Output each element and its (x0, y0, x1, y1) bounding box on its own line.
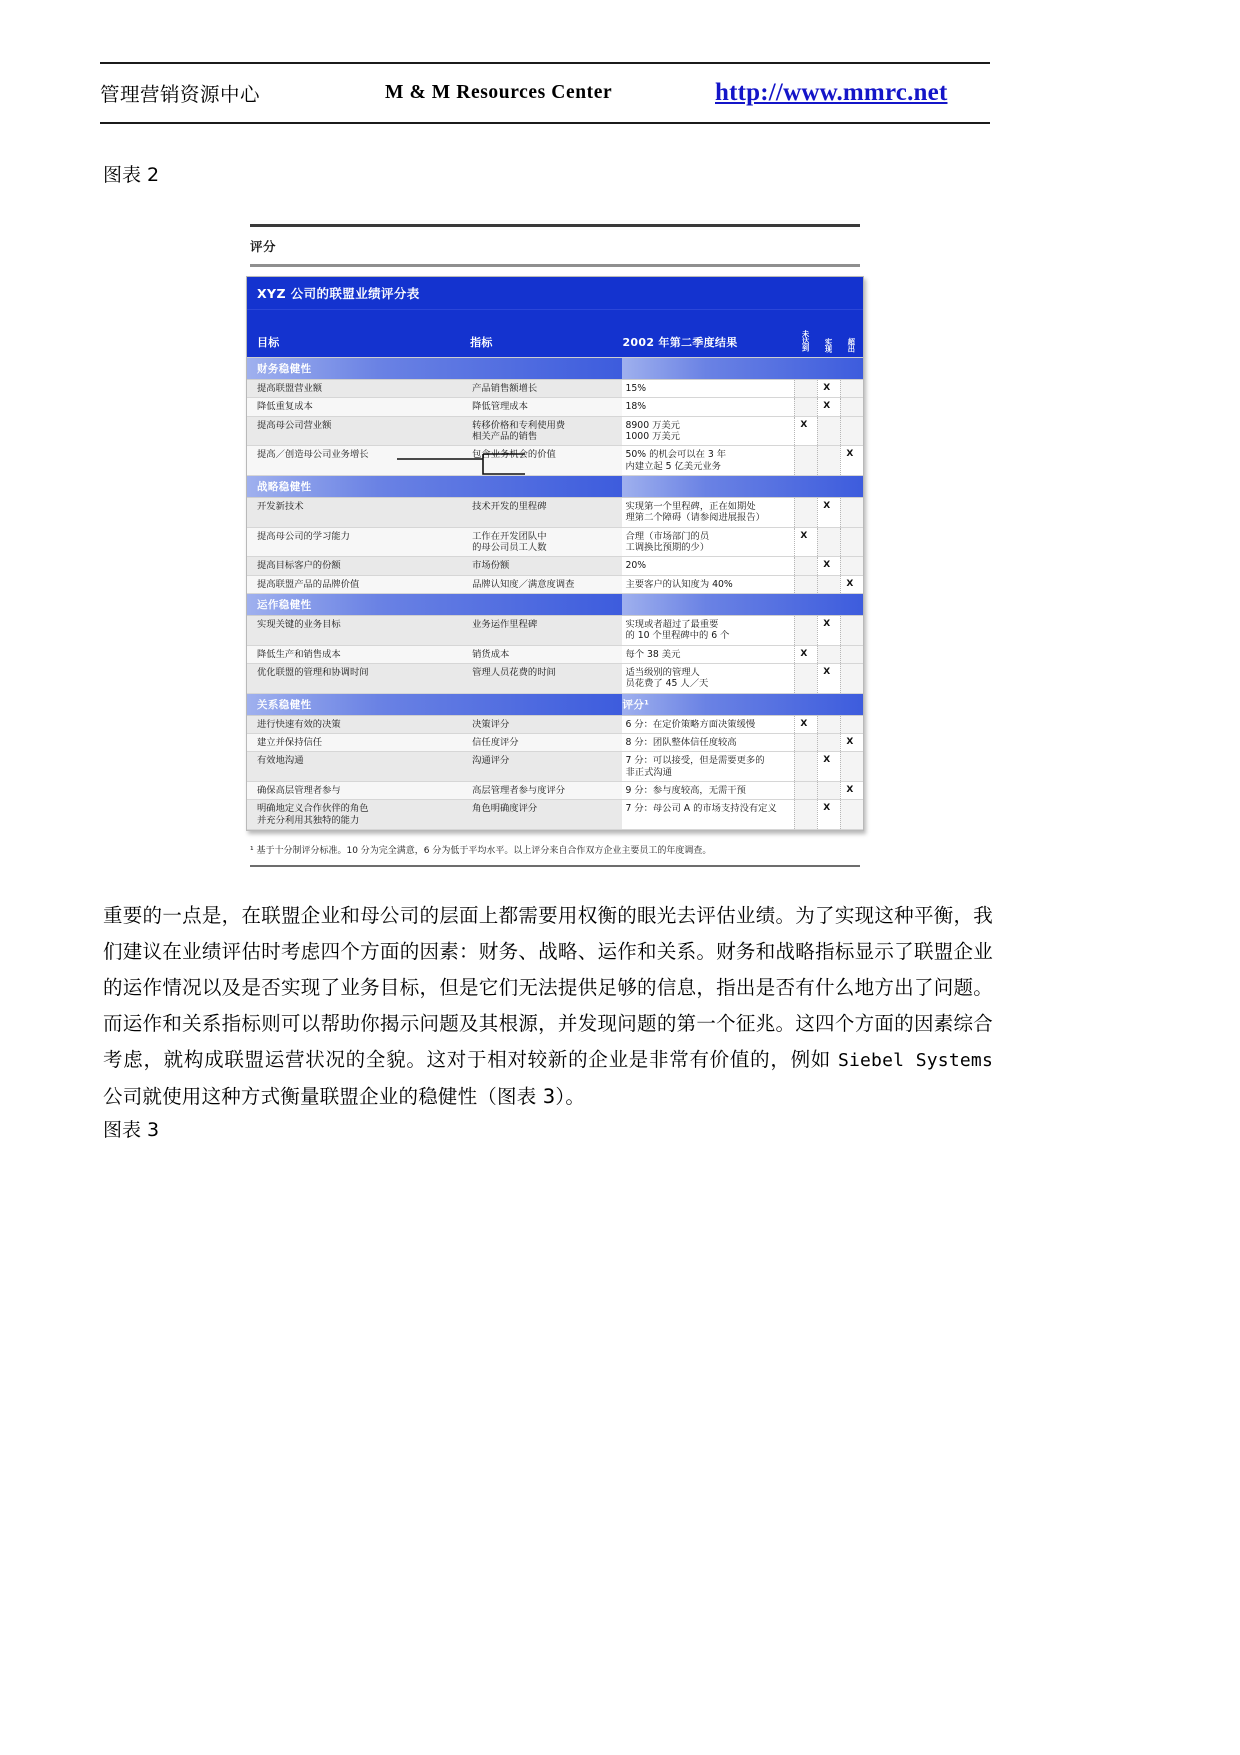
row-mark-met (817, 575, 840, 593)
row-mark-met (817, 446, 840, 476)
scorecard-row (247, 663, 863, 693)
row-objective: 确保高层管理者参与 (247, 781, 470, 799)
row-metric: 业务运作里程碑 (470, 615, 622, 645)
row-objective: 提高联盟营业额 (247, 380, 470, 398)
section-right-label (622, 358, 863, 380)
row-metric: 工作在开发团队中 的母公司员工人数 (470, 527, 622, 557)
row-objective: 降低重复成本 (247, 398, 470, 416)
scorecard-panel (246, 276, 864, 831)
row-mark-exceeded (840, 615, 863, 645)
row-mark-below: X (794, 416, 817, 446)
row-objective: 降低生产和销售成本 (247, 645, 470, 663)
scorecard-section-header (247, 593, 863, 615)
scorecard-row (247, 527, 863, 557)
row-result: 8 分：团队整体信任度较高 (622, 733, 794, 751)
row-mark-met (817, 715, 840, 733)
row-metric: 沟通评分 (470, 752, 622, 782)
row-mark-below (794, 800, 817, 830)
row-mark-met: X (817, 380, 840, 398)
row-mark-exceeded: X (840, 575, 863, 593)
scorecard-row (247, 497, 863, 527)
scorecard-row (247, 416, 863, 446)
scorecard-row (247, 380, 863, 398)
row-metric: 产品销售额增长 (470, 380, 622, 398)
row-objective: 优化联盟的管理和协调时间 (247, 663, 470, 693)
scorecard-section-header (247, 475, 863, 497)
row-metric: 技术开发的里程碑 (470, 497, 622, 527)
row-mark-below (794, 380, 817, 398)
row-result: 实现或者超过了最重要 的 10 个里程碑中的 6 个 (622, 615, 794, 645)
row-mark-exceeded: X (840, 733, 863, 751)
row-result: 50% 的机会可以在 3 年 内建立起 5 亿美元业务 (622, 446, 794, 476)
row-mark-met: X (817, 557, 840, 575)
row-mark-exceeded (840, 715, 863, 733)
row-mark-below (794, 557, 817, 575)
row-mark-met (817, 416, 840, 446)
row-metric: 高层管理者参与度评分 (470, 781, 622, 799)
row-result: 9 分：参与度较高，无需干预 (622, 781, 794, 799)
section-title: 关系稳健性 (247, 693, 622, 715)
figure-3-caption: 图表 3 (103, 1119, 160, 1141)
row-mark-met: X (817, 752, 840, 782)
scorecard-section-header (247, 358, 863, 380)
row-objective: 有效地沟通 (247, 752, 470, 782)
row-mark-below: X (794, 715, 817, 733)
column-header-objective: 目标 (247, 310, 470, 358)
row-mark-below (794, 733, 817, 751)
paragraph-part-2: 公司就使用这种方式衡量联盟企业的稳健性（图表 3）。 (103, 1084, 586, 1108)
section-title: 战略稳健性 (247, 475, 622, 497)
row-objective: 提高／创造母公司业务增长 (247, 446, 470, 476)
row-mark-met (817, 733, 840, 751)
scorecard-row (247, 615, 863, 645)
row-result: 主要客户的认知度为 40% (622, 575, 794, 593)
row-mark-below: X (794, 527, 817, 557)
row-mark-below (794, 781, 817, 799)
row-metric: 管理人员花费的时间 (470, 663, 622, 693)
row-result: 8900 万美元 1000 万美元 (622, 416, 794, 446)
row-mark-exceeded (840, 416, 863, 446)
section-right-label (622, 593, 863, 615)
column-header-exceeded-target: 超出 (840, 310, 863, 358)
row-mark-below (794, 398, 817, 416)
row-metric: 决策评分 (470, 715, 622, 733)
row-metric: 转移价格和专利使用费 相关产品的销售 (470, 416, 622, 446)
scorecard-row (247, 446, 863, 476)
paragraph-part-1: 重要的一点是，在联盟企业和母公司的层面上都需要用权衡的眼光去评估业绩。为了实现这种平衡，我们建议在业绩评估时考虑四个方面的因素：财务、战略、运作和关系。财务和战略指标显示了联盟企业的运作情况以及是否实现了业务目标，但是它们无法提供足够的信息，指出是否有什么地方出了问题。而运作和关系指标则可以帮助你揭示问题及其根源，并发现问题的第一个征兆。这四个方面的因素综合考虑，就构成联盟运营状况的全貌。这对于相对较新的企业是非常有价值的，例如 (103, 903, 993, 1071)
row-result: 18% (622, 398, 794, 416)
row-objective: 建立并保持信任 (247, 733, 470, 751)
row-mark-below (794, 615, 817, 645)
scorecard-row (247, 781, 863, 799)
row-metric: 角色明确度评分 (470, 800, 622, 830)
row-result: 适当级别的管理人 员花费了 45 人／天 (622, 663, 794, 693)
row-mark-exceeded (840, 752, 863, 782)
row-mark-below (794, 575, 817, 593)
row-metric: 市场份额 (470, 557, 622, 575)
row-objective: 进行快速有效的决策 (247, 715, 470, 733)
scorecard-row (247, 645, 863, 663)
row-mark-met: X (817, 663, 840, 693)
scorecard-row (247, 398, 863, 416)
row-result: 7 分：可以接受，但是需要更多的 非正式沟通 (622, 752, 794, 782)
row-mark-exceeded: X (840, 446, 863, 476)
figure-subtitle: 评分 (250, 239, 277, 254)
scorecard-title: XYZ 公司的联盟业绩评分表 (247, 277, 863, 310)
body-paragraph (103, 898, 993, 1115)
figure-2-scorecard (240, 224, 870, 867)
row-metric: 品牌认知度／满意度调查 (470, 575, 622, 593)
scorecard-body (247, 358, 863, 830)
row-objective: 开发新技术 (247, 497, 470, 527)
header-chinese-title: 管理营销资源中心 (100, 83, 261, 106)
scorecard-row (247, 752, 863, 782)
header-website-url[interactable]: http://www.mmrc.net (715, 79, 948, 106)
row-mark-met (817, 781, 840, 799)
row-mark-met: X (817, 497, 840, 527)
row-result: 7 分：母公司 A 的市场支持没有定义 (622, 800, 794, 830)
row-mark-met (817, 527, 840, 557)
row-objective: 提高联盟产品的品牌价值 (247, 575, 470, 593)
row-mark-exceeded: X (840, 781, 863, 799)
row-mark-met: X (817, 615, 840, 645)
figure-2-caption: 图表 2 (103, 164, 160, 186)
row-mark-below: X (794, 645, 817, 663)
scorecard-row (247, 800, 863, 830)
row-metric: 降低管理成本 (470, 398, 622, 416)
section-title: 财务稳健性 (247, 358, 622, 380)
scorecard-row (247, 733, 863, 751)
row-objective: 明确地定义合作伙伴的角色 并充分利用其独特的能力 (247, 800, 470, 830)
row-mark-exceeded (840, 398, 863, 416)
row-result: 每个 38 美元 (622, 645, 794, 663)
paragraph-emphasis-siebel: Siebel Systems (837, 1049, 993, 1071)
row-mark-exceeded (840, 663, 863, 693)
row-mark-below (794, 446, 817, 476)
row-metric: 销货成本 (470, 645, 622, 663)
row-result: 实现第一个里程碑，正在如期处 理第二个障碍（请参阅进展报告） (622, 497, 794, 527)
header-english-title: M & M Resources Center (385, 82, 613, 103)
row-mark-exceeded (840, 557, 863, 575)
figure-footnote: ¹ 基于十分制评分标准。10 分为完全满意，6 分为低于平均水平。以上评分来自合作双方企业主要员工的年度调查。 (250, 845, 712, 856)
figure-mid-rule (250, 264, 860, 267)
row-mark-met (817, 645, 840, 663)
row-mark-exceeded (840, 497, 863, 527)
column-header-below-target: 未达到 (794, 310, 817, 358)
section-right-label: 评分¹ (622, 693, 863, 715)
page-header (100, 62, 990, 124)
row-mark-below (794, 663, 817, 693)
row-objective: 提高母公司营业额 (247, 416, 470, 446)
column-header-metric: 指标 (470, 310, 622, 358)
row-objective: 提高目标客户的份额 (247, 557, 470, 575)
section-title: 运作稳健性 (247, 593, 622, 615)
row-metric: 包含业务机会的价值 (470, 446, 622, 476)
row-mark-exceeded (840, 380, 863, 398)
row-result: 20% (622, 557, 794, 575)
figure-bottom-rule (250, 865, 860, 867)
row-result: 6 分：在定价策略方面决策缓慢 (622, 715, 794, 733)
row-mark-met: X (817, 800, 840, 830)
row-mark-exceeded (840, 800, 863, 830)
row-mark-exceeded (840, 527, 863, 557)
scorecard-header-row (247, 310, 863, 358)
scorecard-table (247, 310, 863, 830)
row-result: 合理（市场部门的员 工调换比预期的少） (622, 527, 794, 557)
row-mark-below (794, 752, 817, 782)
scorecard-section-header (247, 693, 863, 715)
scorecard-row (247, 575, 863, 593)
section-right-label (622, 475, 863, 497)
scorecard-row (247, 557, 863, 575)
row-mark-exceeded (840, 645, 863, 663)
row-objective: 提高母公司的学习能力 (247, 527, 470, 557)
row-metric: 信任度评分 (470, 733, 622, 751)
row-mark-below (794, 497, 817, 527)
scorecard-row (247, 715, 863, 733)
row-objective: 实现关键的业务目标 (247, 615, 470, 645)
row-result: 15% (622, 380, 794, 398)
column-header-result: 2002 年第二季度结果 (622, 310, 794, 358)
row-mark-met: X (817, 398, 840, 416)
column-header-met-target: 实现 (817, 310, 840, 358)
